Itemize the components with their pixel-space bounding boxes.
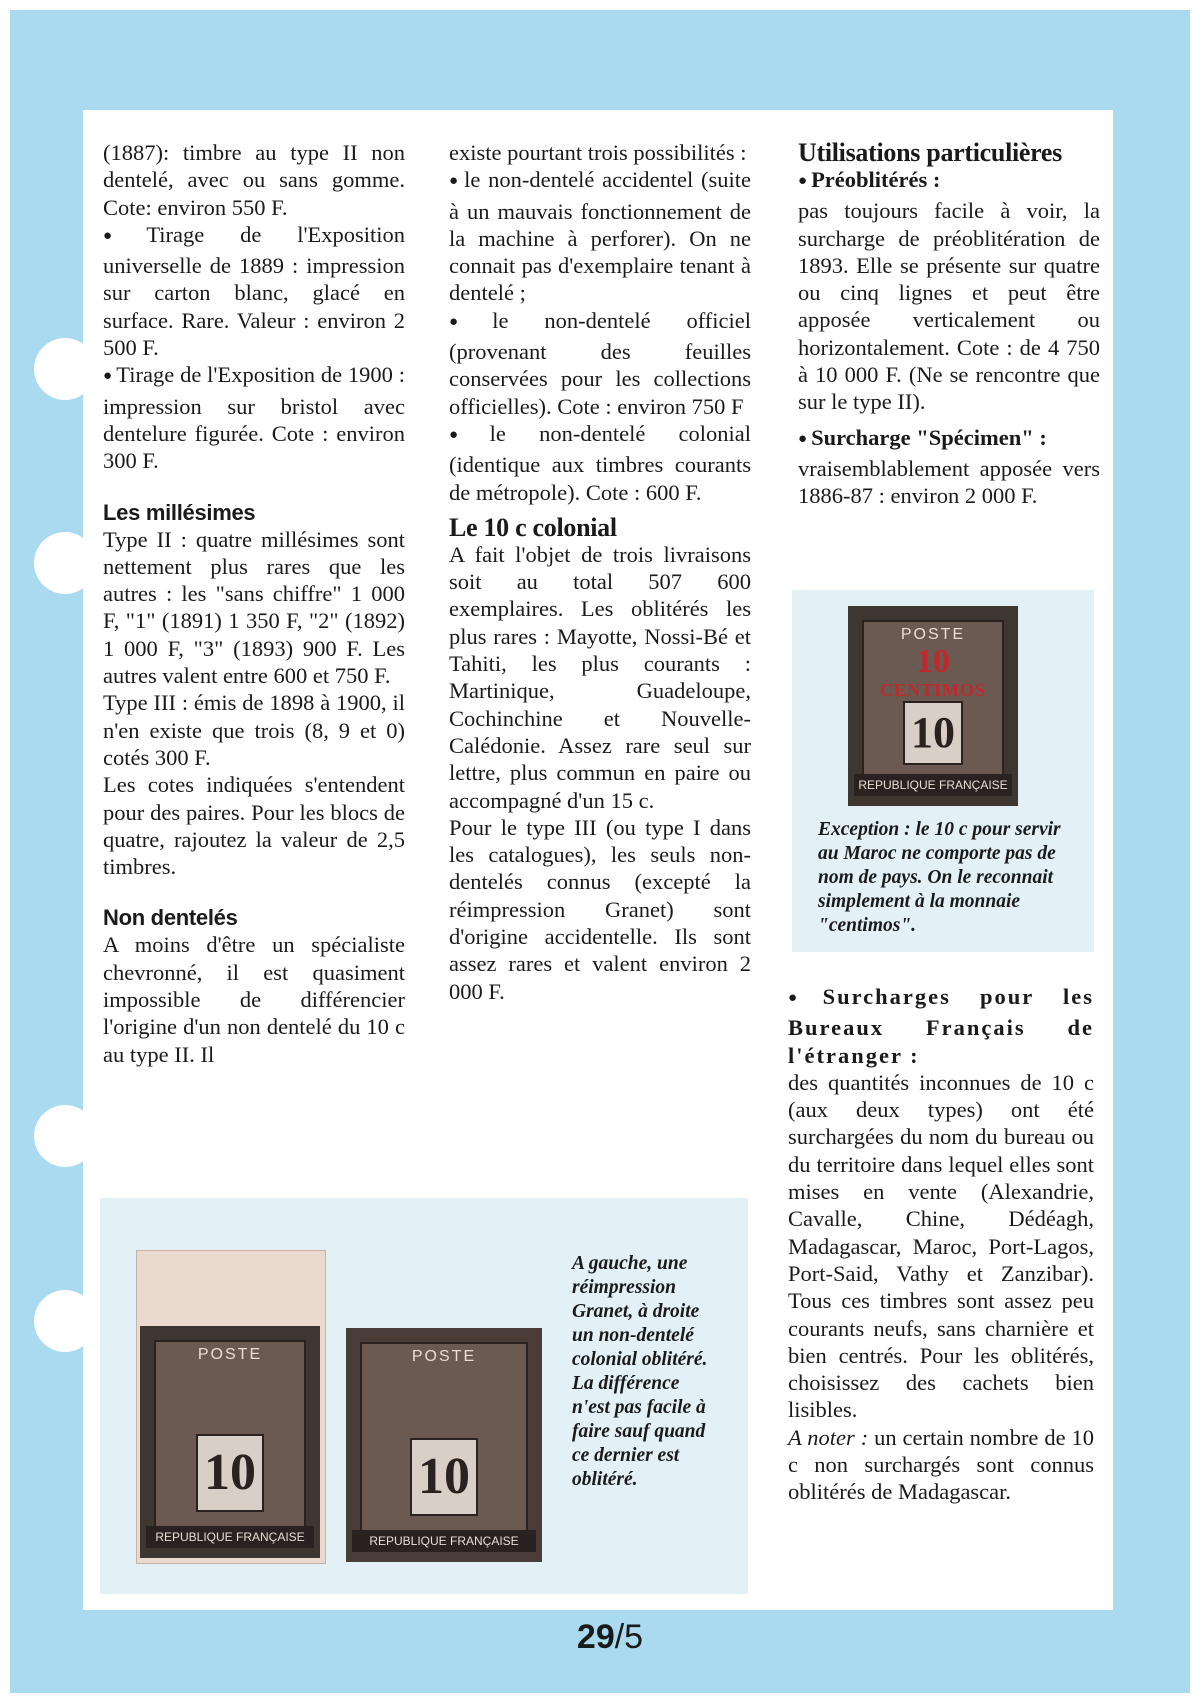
binder-hole	[34, 1290, 96, 1352]
stamp-value: 10	[903, 701, 963, 765]
bullet-label	[788, 983, 1094, 1069]
stamp-republique-label: REPUBLIQUE FRANÇAISE	[146, 1526, 314, 1548]
caption-maroc: Exception : le 10 c pour servir au Maroc ne comporte pas de nom de pays. On le reconnait simplement à la monnaie "centimos".	[818, 819, 1061, 936]
stamp-poste-label: POSTE	[900, 626, 966, 643]
paragraph: A fait l'objet de trois livraisons soit au total 507 600 exemplaires. Les oblitérés les plus rares : Mayotte, Nossi-Bé et Tahiti, les plus courants : Martinique, Guadeloupe, Cochinchine et Nouvelle-Calédonie. Assez rare seul sur lettre, plus commun en paire ou accompagné d'un 15 c.	[449, 541, 751, 813]
stamp-maroc	[848, 606, 1018, 806]
stamp-republique-label: REPUBLIQUE FRANÇAISE	[352, 1530, 536, 1552]
paragraph: vraisemblablement apposée vers 1886-87 : environ 2 000 F.	[798, 455, 1100, 509]
stamp-value: 10	[196, 1434, 264, 1512]
paragraph: existe pourtant trois possibilités :	[449, 140, 747, 165]
stamp-republique-label: REPUBLIQUE FRANÇAISE	[854, 774, 1012, 796]
overprint-text: CENTIMOS	[879, 680, 986, 700]
bullet-paragraph: ● le non-dentelé officiel (provenant des feuilles conservées pour les collections officielles). Cote : environ 750 F	[449, 307, 751, 420]
stamp-poste-label: POSTE	[411, 1348, 477, 1365]
page-number-main: 29	[576, 1618, 615, 1656]
paragraph: Pour le type III (ou type I dans les catalogues), les seuls non-dentelés connus (excepté la réimpression Granet) sont d'origine accidentelle. Ils sont assez rares et valent environ 2 000 F.	[449, 814, 751, 1004]
text-a-noter: un certain nombre de 10 c non surchargés sont connus oblitérés de Madagascar.	[788, 1424, 1095, 1505]
paragraph: A moins d'être un spécialiste chevronné, il est quasiment impossible de différencier l'origine d'un non dentelé du 10 c au type II. Il	[103, 932, 405, 1067]
bullet-paragraph: ● Tirage de l'Exposition universelle de 1889 : impression sur carton blanc, glacé en surface. Rare. Valeur : environ 2 500 F.	[103, 221, 405, 361]
paragraph: Type III : émis de 1898 à 1900, il n'en existe que trois (8, 9 et 0) cotés 300 F.	[103, 690, 405, 770]
stamp-colonial-cancelled	[346, 1328, 542, 1562]
binder-hole	[34, 532, 96, 594]
label-a-noter: A noter :	[788, 1424, 869, 1450]
heading-non-denteles: Non dentelés	[103, 905, 238, 931]
label-bureaux: Surcharges pour les Bureaux Français de l'étranger :	[788, 984, 1094, 1068]
overprint-value: 10	[916, 643, 950, 680]
stamp-granet-reprint	[140, 1326, 320, 1558]
bullet-label	[798, 424, 1100, 455]
paragraph: (1887): timbre au type II non dentelé, avec ou sans gomme. Cote: environ 550 F.	[103, 140, 405, 220]
heading-10c-colonial: Le 10 c colonial	[449, 512, 617, 542]
column-3-bottom	[788, 983, 1094, 1506]
bullet-paragraph: ● le non-dentelé accidentel (suite à un mauvais fonctionnement de la machine à perforer). On ne connait pas d'exemplaire tenant à dentelé ;	[449, 166, 751, 306]
stamp-poste-label: POSTE	[197, 1346, 263, 1363]
bullet-paragraph: ● Tirage de l'Exposition de 1900 : impression sur bristol avec dentelure figurée. Cote : environ 300 F.	[103, 361, 405, 474]
binder-hole	[34, 338, 96, 400]
photo-box-stamps	[100, 1198, 748, 1594]
column-2	[449, 139, 751, 1005]
page-number	[540, 1618, 680, 1657]
label-specimen: Surcharge "Spécimen" :	[811, 424, 1047, 450]
caption-stamps: A gauche, une réimpression Granet, à droite un non-dentelé colonial oblitéré. La différence n'est pas facile à faire sauf quand ce dernier est oblitéré.	[572, 1253, 708, 1490]
label-preoblitere: Préoblitérés :	[811, 167, 941, 192]
column-3-top	[798, 139, 1100, 510]
paragraph: des quantités inconnues de 10 c (aux deux types) ont été surchargées du nom du bureau ou du territoire dans lequel elles sont mises en vente (Alexandrie, Cavalle, Chine, Dédéagh, Madagascar, Maroc, Port-Lagos, Port-Said, Vathy et Zanzibar). Tous ces timbres sont assez peu courants neufs, sans charnière et bien centrés. Pour les oblitérés, choisissez des cachets bien lisibles.	[788, 1069, 1094, 1423]
page-number-sub: /5	[614, 1618, 644, 1656]
paragraph: Les cotes indiquées s'entendent pour des paires. Pour les blocs de quatre, rajoutez la valeur de 2,5 timbres.	[103, 772, 405, 880]
paragraph: pas toujours facile à voir, la surcharge de préoblitération de 1893. Elle se présente sur quatre ou cinq lignes et peut être apposée verticalement ou horizontalement. Cote : de 4 750 à 10 000 F. (Ne se rencontre que sur le type II).	[798, 198, 1100, 415]
column-1	[103, 139, 405, 1068]
paragraph: Type II : quatre millésimes sont nettement plus rares que les autres : les "sans chiffre" 1 000 F, "1" (1891) 1 350 F, "2" (1892) 1 000 F, "3" (1893) 900 F. Les autres valent entre 600 et 750 F.	[103, 526, 405, 689]
photo-box-maroc	[792, 590, 1094, 952]
bullet-paragraph: ● le non-dentelé colonial (identique aux timbres courants de métropole). Cote : 600 F.	[449, 420, 751, 506]
stamp-value: 10	[410, 1438, 478, 1516]
paragraph	[788, 1424, 1094, 1506]
bullet-label	[798, 166, 1100, 197]
binder-hole	[34, 1105, 96, 1167]
heading-millesimes: Les millésimes	[103, 499, 256, 525]
heading-utilisations: Utilisations particulières	[798, 138, 1062, 167]
